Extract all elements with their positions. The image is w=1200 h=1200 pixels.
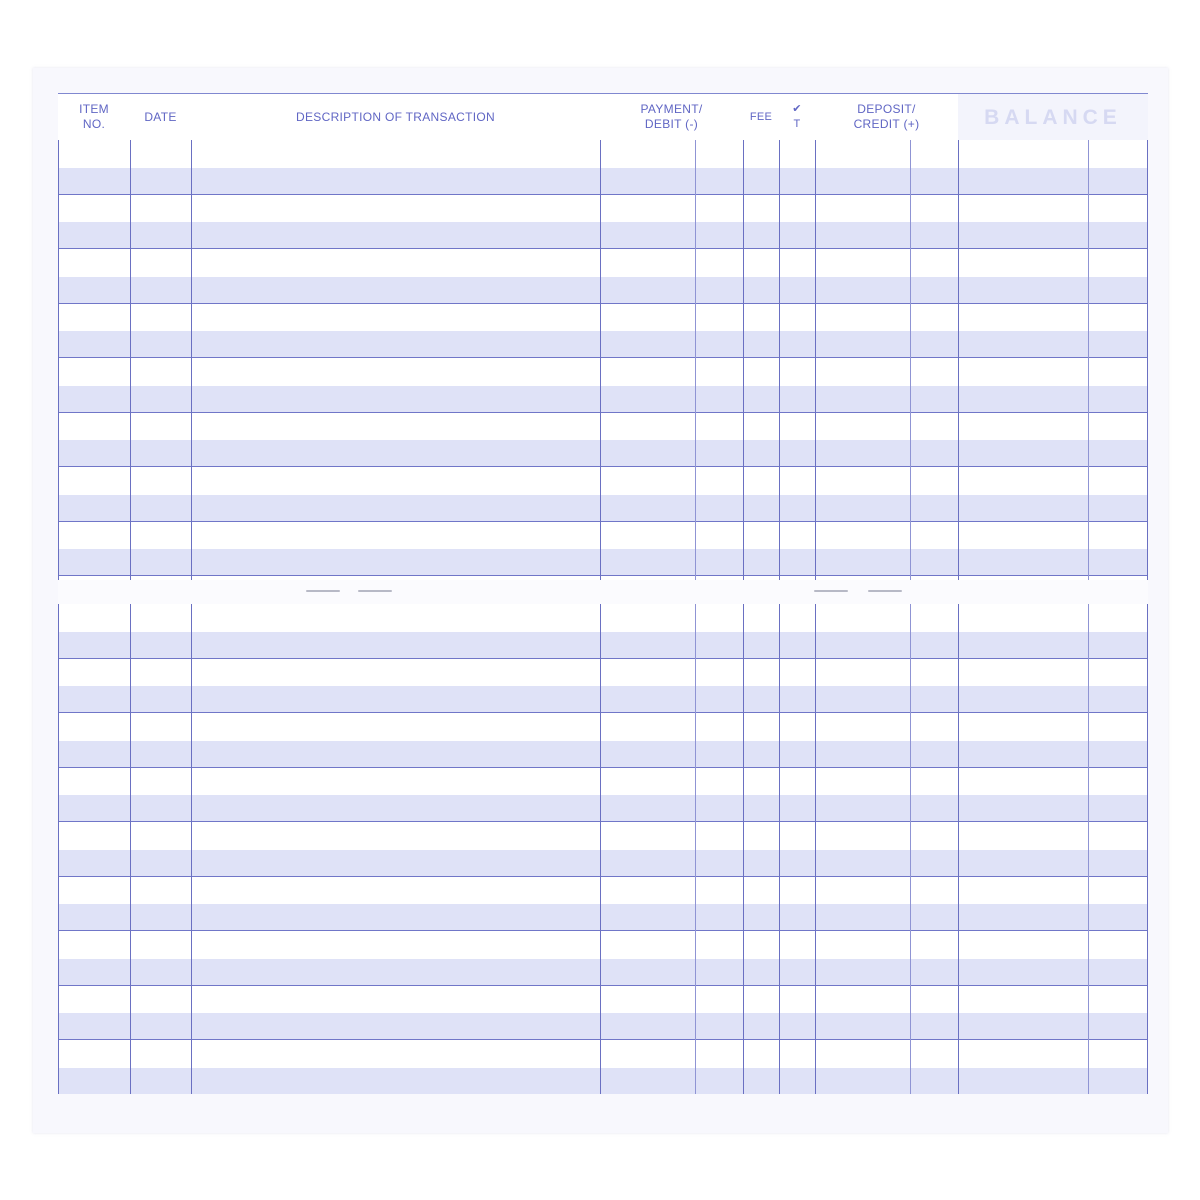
row-shading-band bbox=[58, 222, 1148, 248]
fold-mark bbox=[814, 590, 848, 592]
header-date: DATE bbox=[144, 109, 177, 124]
column-rule bbox=[58, 604, 59, 1094]
column-rule bbox=[1147, 604, 1148, 1094]
column-rule bbox=[743, 604, 744, 1094]
row-shading-band bbox=[58, 549, 1148, 575]
row-shading-band bbox=[58, 277, 1148, 303]
cents-divider-rule bbox=[695, 604, 696, 1094]
cents-divider-rule bbox=[910, 140, 911, 580]
column-rule bbox=[958, 140, 959, 580]
register-row[interactable] bbox=[58, 140, 1148, 195]
fold-mark bbox=[306, 590, 340, 592]
row-shading-band bbox=[58, 741, 1148, 767]
cents-divider-rule bbox=[1088, 604, 1089, 1094]
column-rule bbox=[815, 604, 816, 1094]
register-row[interactable] bbox=[58, 604, 1148, 659]
register-row[interactable] bbox=[58, 195, 1148, 250]
register-row[interactable] bbox=[58, 304, 1148, 359]
row-shading-band bbox=[58, 904, 1148, 930]
column-rule bbox=[130, 604, 131, 1094]
header-deposit-credit: DEPOSIT/ CREDIT (+) bbox=[853, 102, 920, 131]
column-rule bbox=[743, 140, 744, 580]
column-rule bbox=[58, 140, 59, 580]
register-row[interactable] bbox=[58, 768, 1148, 823]
register-header bbox=[58, 93, 1148, 141]
fold-mark bbox=[358, 590, 392, 592]
fold-mark bbox=[868, 590, 902, 592]
register-section-top bbox=[58, 140, 1148, 580]
row-shading-band bbox=[58, 331, 1148, 357]
header-balance: BALANCE bbox=[958, 94, 1148, 140]
register-row[interactable] bbox=[58, 358, 1148, 413]
column-rule bbox=[815, 140, 816, 580]
header-check-t: ✔ T bbox=[792, 103, 802, 130]
cents-divider-rule bbox=[1088, 140, 1089, 580]
row-shading-band bbox=[58, 1013, 1148, 1039]
column-rule bbox=[130, 140, 131, 580]
row-shading-band bbox=[58, 440, 1148, 466]
column-rule bbox=[1147, 140, 1148, 580]
cents-divider-rule bbox=[910, 604, 911, 1094]
column-rule bbox=[191, 604, 192, 1094]
header-fee: FEE bbox=[749, 110, 773, 123]
header-description: DESCRIPTION OF TRANSACTION bbox=[296, 109, 495, 124]
register-row[interactable] bbox=[58, 413, 1148, 468]
register-row[interactable] bbox=[58, 877, 1148, 932]
row-shading-band bbox=[58, 959, 1148, 985]
row-shading-band bbox=[58, 495, 1148, 521]
register-section-bottom bbox=[58, 604, 1148, 1094]
column-rule bbox=[600, 140, 601, 580]
cents-divider-rule bbox=[695, 140, 696, 580]
register-row[interactable] bbox=[58, 659, 1148, 714]
register-row[interactable] bbox=[58, 931, 1148, 986]
register-row[interactable] bbox=[58, 713, 1148, 768]
register-row[interactable] bbox=[58, 822, 1148, 877]
column-rule bbox=[958, 604, 959, 1094]
row-shading-band bbox=[58, 850, 1148, 876]
row-shading-band bbox=[58, 686, 1148, 712]
header-item-no: ITEM NO. bbox=[79, 102, 109, 131]
register-row[interactable] bbox=[58, 1040, 1148, 1094]
row-shading-band bbox=[58, 1068, 1148, 1094]
row-shading-band bbox=[58, 795, 1148, 821]
register-row[interactable] bbox=[58, 249, 1148, 304]
page-fold-gap bbox=[58, 580, 1148, 604]
column-rule bbox=[779, 604, 780, 1094]
transaction-register bbox=[58, 93, 1148, 1093]
row-shading-band bbox=[58, 168, 1148, 194]
header-payment-debit: PAYMENT/ DEBIT (-) bbox=[640, 102, 703, 131]
register-row[interactable] bbox=[58, 986, 1148, 1041]
row-shading-band bbox=[58, 632, 1148, 658]
column-rule bbox=[191, 140, 192, 580]
register-row[interactable] bbox=[58, 522, 1148, 577]
register-row[interactable] bbox=[58, 467, 1148, 522]
row-shading-band bbox=[58, 386, 1148, 412]
column-rule bbox=[600, 604, 601, 1094]
column-rule bbox=[779, 140, 780, 580]
